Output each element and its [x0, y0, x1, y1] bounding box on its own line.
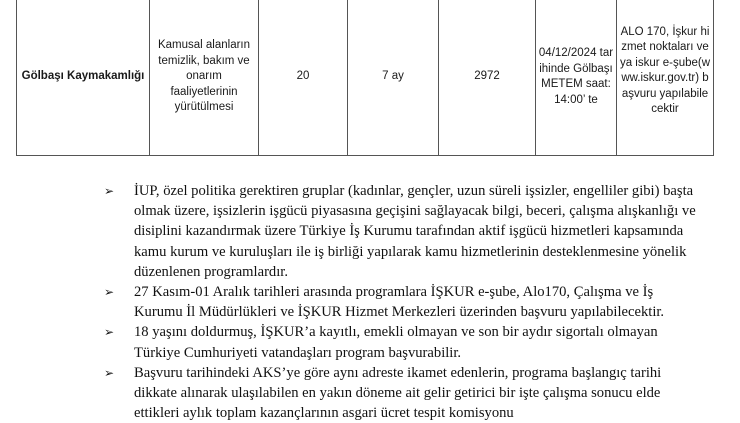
participant-count: 20: [296, 70, 310, 83]
list-item: [104, 181, 704, 282]
draw-info-cell: [536, 0, 617, 156]
list-item: [104, 363, 704, 423]
draw-info: 04/12/2024 tarihinde Gölbaşı METEM saat: 14:00’ te: [538, 47, 614, 106]
bullet-text: Başvuru tarihindeki AKS’ye göre aynı adreste ikamet edenlerin, programa başlangıç tarihi dikkate alınarak ulaşılabilen en yakın döneme ait gelir getirici bir işte çalışma sonucu elde ettikleri aylık toplam kazançlarının asgari ücret tespit komisyonu: [134, 364, 662, 422]
code-cell: [439, 0, 536, 156]
info-bullet-list: [104, 181, 704, 423]
duration: 7 ay: [382, 70, 404, 83]
application-info: ALO 170, İşkur hizmet noktaları veya iskur e-şube(www.iskur.gov.tr) başvuru yapılabilecektir: [619, 25, 711, 115]
program-table: [16, 0, 714, 156]
arrow-bullet-icon: ➢: [104, 365, 115, 380]
arrow-bullet-icon: ➢: [104, 285, 115, 300]
participant-count-cell: [259, 0, 348, 156]
institution-cell: [17, 0, 150, 156]
arrow-bullet-icon: ➢: [104, 184, 115, 198]
bullet-text: İUP, özel politika gerektiren gruplar (kadınlar, gençler, uzun süreli işsizler, engelliler gibi) başta olmak üzere, işsizlerin işgücü piyasasına geçişini sağlayacak bilgi, beceri, çalışma alışkanlığı ve disiplini kazandırmak üzere Türkiye İş Kurumu tarafından aktif işgücü hizmetleri kapsamında kamu kurum ve kuruluşları ile iş birliği yapılarak kamu hizmetlerinin desteklenmesine yönelik düzenlenen programlardır.: [134, 183, 696, 280]
list-item: [104, 282, 704, 322]
arrow-bullet-icon: ➢: [104, 325, 115, 340]
bullet-text: 18 yaşını doldurmuş, İŞKUR’a kayıtlı, emekli olmayan ve son bir aydır sigortalı olmayan Türkiye Cumhuriyeti vatandaşları program başvurabilir.: [134, 324, 658, 361]
list-item: [104, 322, 704, 362]
duration-cell: [348, 0, 439, 156]
job-description-cell: [150, 0, 259, 156]
job-description: Kamusal alanların temizlik, bakım ve onarım faaliyetlerinin yürütülmesi: [157, 39, 251, 114]
application-cell: [617, 0, 714, 156]
program-code: 2972: [474, 70, 500, 83]
bullet-text: 27 Kasım-01 Aralık tarihleri arasında programlara İŞKUR e-şube, Alo170, Çalışma ve İş Kurumu İl Müdürlükleri ve İŞKUR Hizmet Merkezleri üzerinden başvuru yapılabilecektir.: [134, 284, 665, 321]
table-row: [17, 0, 714, 156]
institution-name: Gölbaşı Kaymakamlığı: [21, 70, 145, 83]
